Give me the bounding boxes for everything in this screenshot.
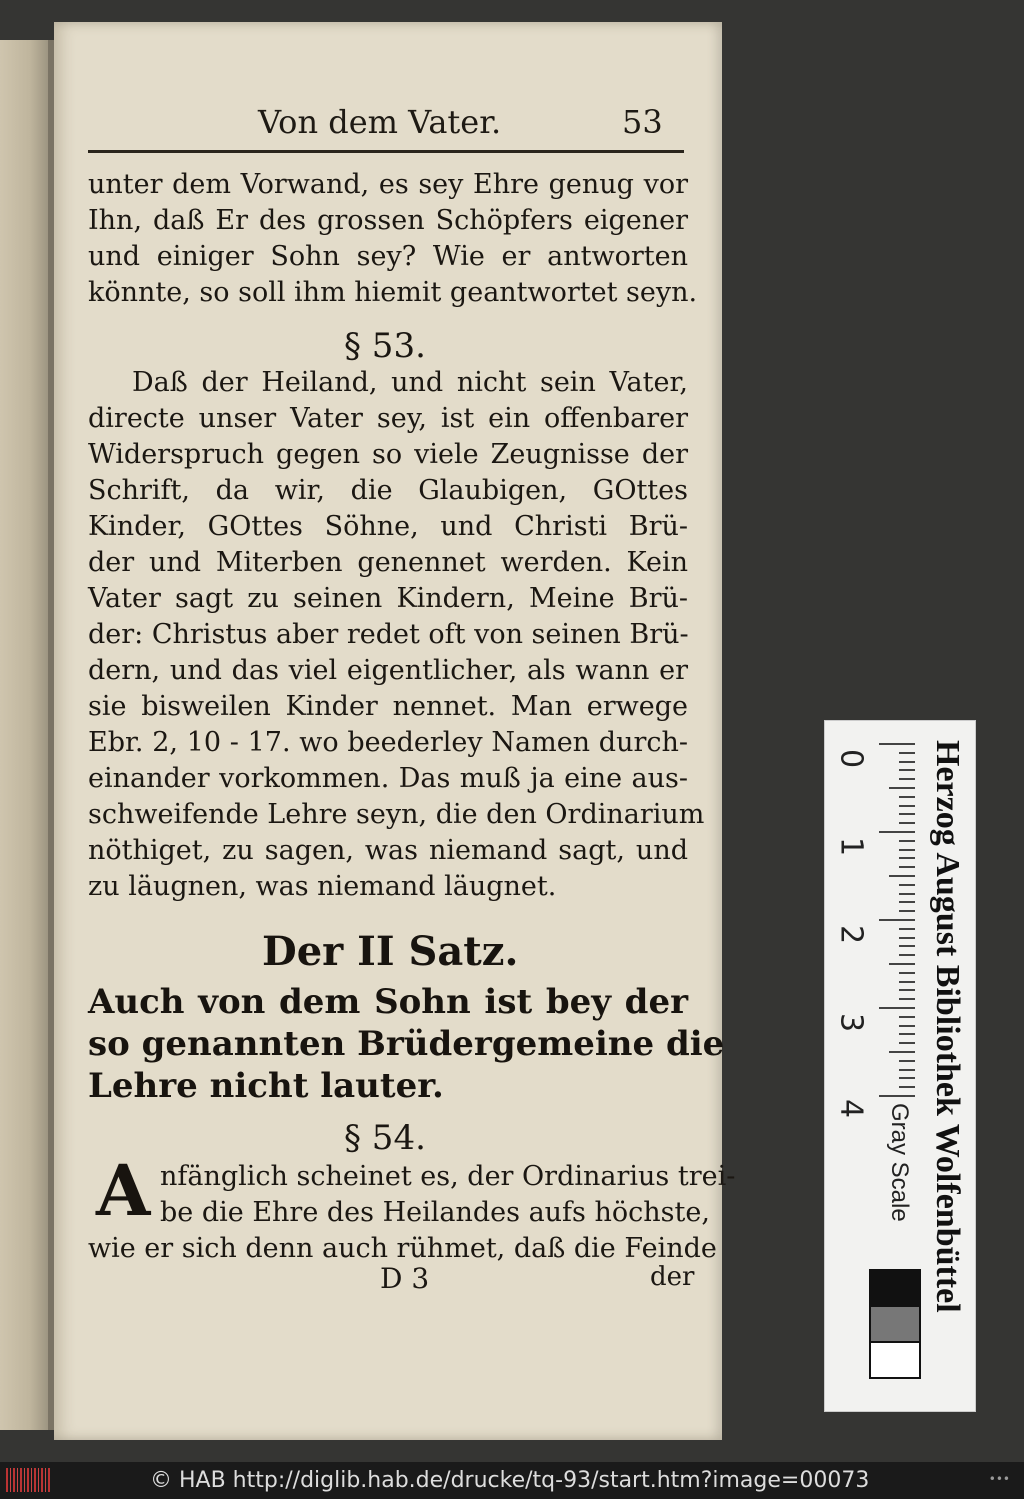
ruler-digit: 4 xyxy=(833,1098,869,1119)
text-line: einander vorkommen. Das muß ja eine aus- xyxy=(88,763,688,794)
ruler-tick xyxy=(889,1051,915,1053)
ruler-tick xyxy=(899,893,915,895)
gray-swatch-mid xyxy=(869,1305,921,1343)
ruler-tick xyxy=(899,928,915,930)
ruler-tick xyxy=(899,989,915,991)
text-line: unter dem Vorwand, es sey Ehre genug vor xyxy=(88,169,688,200)
text-line: der: Christus aber redet oft von seinen Brü- xyxy=(88,619,689,650)
ruler-tick xyxy=(899,981,915,983)
ruler-tick xyxy=(899,857,915,859)
ruler-tick xyxy=(899,945,915,947)
ruler-tick xyxy=(879,919,915,921)
text-line: nöthiget, zu sagen, was niemand sagt, und xyxy=(88,835,688,866)
text-line: Vater sagt zu seinen Kindern, Meine Brü- xyxy=(88,583,688,614)
ruler-tick xyxy=(899,769,915,771)
ruler-tick xyxy=(899,937,915,939)
ruler-digit: 1 xyxy=(833,836,869,857)
satz-heading-line: Auch von dem Sohn ist bey der xyxy=(88,982,688,1022)
satz-heading-line: Lehre nicht lauter. xyxy=(88,1066,444,1106)
ruler-tick xyxy=(899,778,915,780)
gray-swatch-white xyxy=(869,1341,921,1379)
ruler-tick xyxy=(899,998,915,1000)
ruler-tick xyxy=(899,901,915,903)
ruler-tick xyxy=(889,963,915,965)
text-line: schweifende Lehre seyn, die den Ordinarium xyxy=(88,799,705,830)
ruler-tick xyxy=(899,1042,915,1044)
gray-scale-label: Gray Scale xyxy=(886,1103,913,1222)
text-line: Ebr. 2, 10 - 17. wo beederley Namen durch- xyxy=(88,727,688,758)
header-rule xyxy=(88,150,684,153)
text-line: nfänglich scheinet es, der Ordinarius trei- xyxy=(160,1161,736,1192)
more-dots-icon: ••• xyxy=(988,1472,1010,1486)
text-line: der und Miterben genennet werden. Kein xyxy=(88,547,688,578)
ruler-digit: 2 xyxy=(833,924,869,945)
satz-title: Der II Satz. xyxy=(262,928,519,975)
ruler-digit: 0 xyxy=(833,748,869,769)
section-53-heading: § 53. xyxy=(344,326,426,366)
ruler-tick xyxy=(879,1007,915,1009)
ruler-tick xyxy=(899,752,915,754)
ruler-tick xyxy=(899,1077,915,1079)
text-line: Daß der Heiland, und nicht sein Vater, xyxy=(132,367,688,398)
text-line: und einiger Sohn sey? Wie er antworten xyxy=(88,241,688,272)
facing-page-edge xyxy=(0,40,50,1430)
text-line: Kinder, GOttes Söhne, und Christi Brü- xyxy=(88,511,688,542)
ruler-tick xyxy=(899,761,915,763)
gray-scale-label-wrap xyxy=(879,1103,919,1259)
ruler-digit: 3 xyxy=(833,1012,869,1033)
gray-swatch-black xyxy=(869,1269,921,1307)
ruler-tick xyxy=(889,875,915,877)
ruler-tick xyxy=(899,840,915,842)
ruler-tick xyxy=(899,1016,915,1018)
text-line: könnte, so soll ihm hiemit geantwortet seyn. xyxy=(88,277,698,308)
ruler-tick xyxy=(899,1060,915,1062)
ruler-tick xyxy=(879,831,915,833)
ruler-tick xyxy=(899,1086,915,1088)
ruler-tick xyxy=(899,910,915,912)
ruler-tick xyxy=(899,813,915,815)
satz-heading-line: so genannten Brüdergemeine die xyxy=(88,1024,725,1064)
text-line: Widerspruch gegen so viele Zeugnisse der xyxy=(88,439,688,470)
text-line: directe unser Vater sey, ist ein offenbarer xyxy=(88,403,688,434)
ruler-tick xyxy=(879,743,915,745)
text-line: wie er sich denn auch rühmet, daß die Feinde xyxy=(88,1233,717,1264)
institution-label-wrap xyxy=(925,740,969,1393)
ruler-tick xyxy=(879,1095,915,1097)
ruler-tick xyxy=(899,1069,915,1071)
barcode-logo xyxy=(6,1468,50,1492)
ruler-tick xyxy=(899,866,915,868)
ruler-tick xyxy=(899,884,915,886)
text-line: Schrift, da wir, die Glaubigen, GOttes xyxy=(88,475,688,506)
ruler-digits xyxy=(833,741,869,1121)
ruler-tick xyxy=(899,805,915,807)
page-number: 53 xyxy=(622,103,663,141)
text-line: dern, und das viel eigentlicher, als wann er xyxy=(88,655,688,686)
ruler-tick xyxy=(889,787,915,789)
text-line: zu läugnen, was niemand läugnet. xyxy=(88,871,557,902)
ruler-tick xyxy=(899,972,915,974)
running-title: Von dem Vater. xyxy=(258,103,502,141)
ruler-tick xyxy=(899,796,915,798)
drop-capital: A xyxy=(96,1149,151,1232)
ruler-tick xyxy=(899,849,915,851)
ruler-tick xyxy=(899,954,915,956)
ruler-ticks xyxy=(875,743,915,1103)
copyright-url[interactable]: © HAB http://diglib.hab.de/drucke/tq-93/start.htm?image=00073 xyxy=(150,1468,870,1493)
ruler-tick xyxy=(899,1033,915,1035)
footer-bar xyxy=(0,1462,1024,1499)
text-line: sie bisweilen Kinder nennet. Man erwege xyxy=(88,691,688,722)
institution-label: Herzog August Bibliothek Wolfenbüttel xyxy=(929,740,966,1313)
text-line: be die Ehre des Heilandes aufs höchste, xyxy=(160,1197,710,1228)
color-scale-card xyxy=(824,720,976,1412)
text-line: Ihn, daß Er des grossen Schöpfers eigener xyxy=(88,205,688,236)
catchword: der xyxy=(650,1262,695,1292)
ruler-tick xyxy=(899,822,915,824)
ruler-tick xyxy=(899,1025,915,1027)
signature-mark: D 3 xyxy=(380,1262,430,1295)
section-54-heading: § 54. xyxy=(344,1118,426,1158)
